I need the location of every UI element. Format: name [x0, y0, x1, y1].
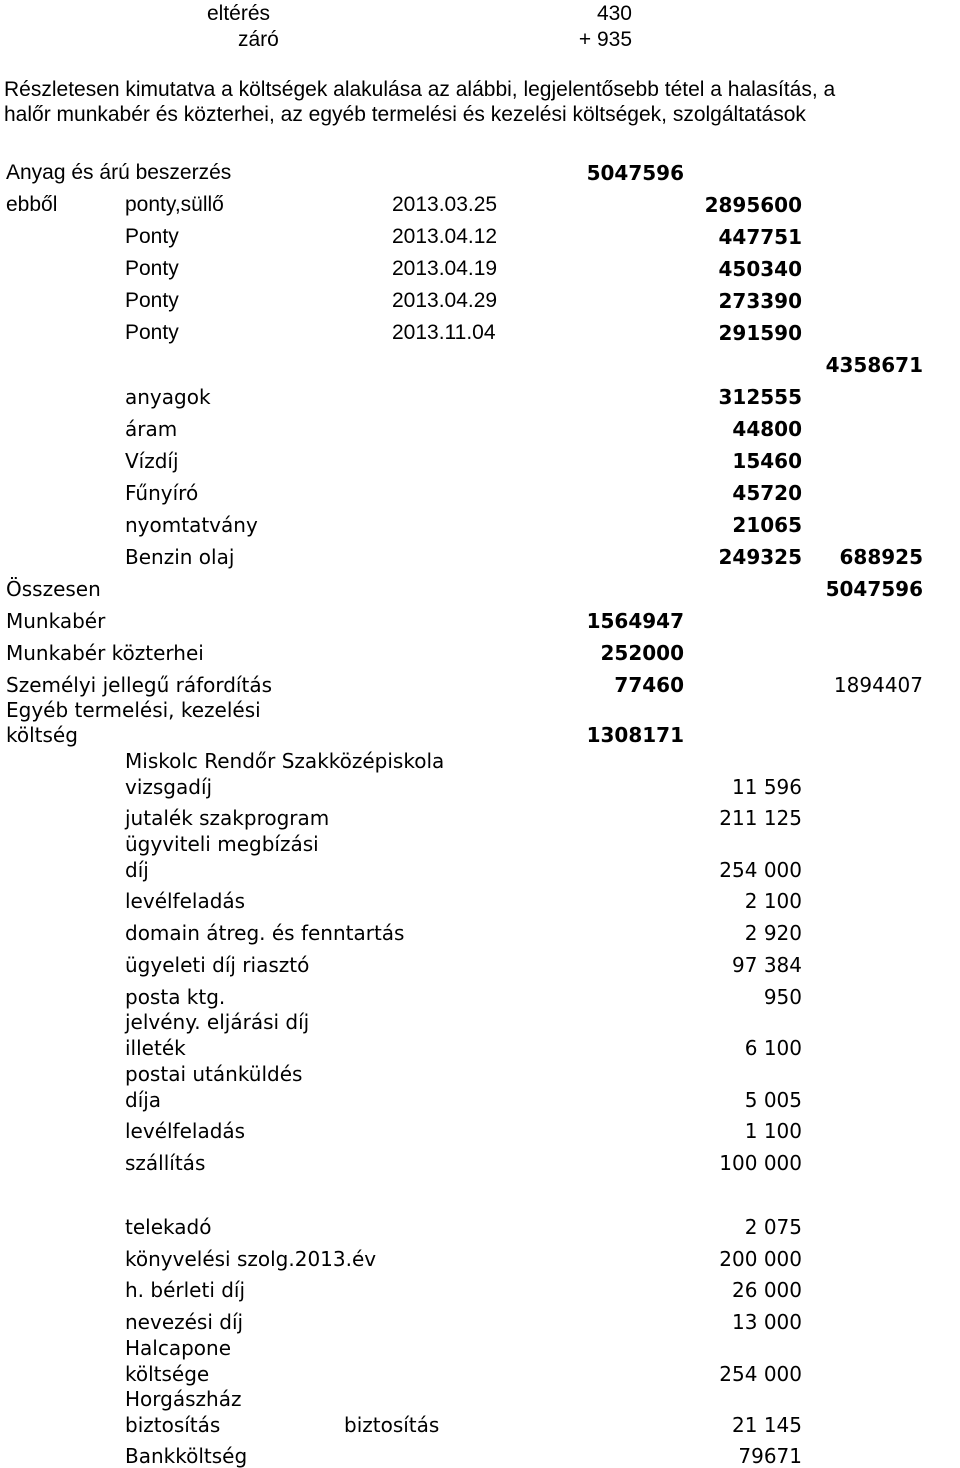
expense-amount: 211 125	[719, 806, 802, 830]
expense-item-line1: h. bérleti díj	[125, 1278, 246, 1302]
expense-amount: 79671	[738, 1444, 802, 1468]
expense-amount: 26 000	[732, 1278, 802, 1302]
expense-amount: 2 100	[744, 889, 802, 913]
purchase-item: Ponty	[125, 225, 179, 248]
elteres-label: eltérés	[207, 2, 271, 25]
expense-item-line1: levélfeladás	[125, 889, 246, 913]
material-item: Vízdíj	[125, 449, 179, 473]
material-item: Fűnyíró	[125, 481, 199, 505]
expense-item-line1: Halcapone	[125, 1336, 232, 1360]
anyag-total: 5047596	[586, 161, 684, 185]
purchase-amount: 2895600	[704, 193, 802, 217]
osszesen-value: 5047596	[825, 577, 923, 601]
purchase-amount: 291590	[718, 321, 802, 345]
expense-item-line2: vizsgadíj	[125, 775, 213, 799]
expense-item-line1: levélfeladás	[125, 1119, 246, 1143]
expense-item-line1: szállítás	[125, 1151, 206, 1175]
munkaber-value: 1564947	[586, 609, 684, 633]
expense-amount: 2 075	[744, 1215, 802, 1239]
expense-amount: 200 000	[719, 1247, 802, 1271]
szemelyi-total: 1894407	[833, 673, 923, 697]
expense-item-line1: Horgászház	[125, 1387, 242, 1411]
expense-amount: 5 005	[744, 1088, 802, 1112]
ebbol-label: ebből	[6, 193, 58, 216]
anyag-label: Anyag és árú beszerzés	[6, 161, 232, 184]
material-amount: 45720	[732, 481, 802, 505]
expense-item-line1: postai utánküldés	[125, 1062, 303, 1086]
purchase-date: 2013.04.19	[392, 257, 498, 280]
munkaber-label: Munkabér	[6, 609, 106, 633]
purchase-amount: 450340	[718, 257, 802, 281]
expense-item-line2: biztosítás	[125, 1413, 221, 1437]
purchase-date: 2013.04.29	[392, 289, 498, 312]
egyeb-label-line1: Egyéb termelési, kezelési	[6, 698, 261, 722]
intro-line-1: Részletesen kimutatva a költségek alakulása az alábbi, legjelentősebb tétel a halasítás, a	[4, 78, 836, 101]
expense-item-line1: domain átreg. és fenntartás	[125, 921, 405, 945]
expense-item-line1: Miskolc Rendőr Szakközépiskola	[125, 749, 445, 773]
expense-amount: 254 000	[719, 858, 802, 882]
purchase-item: Ponty	[125, 289, 179, 312]
expense-amount: 97 384	[732, 953, 802, 977]
expense-item-line1: jutalék szakprogram	[125, 806, 330, 830]
material-item: anyagok	[125, 385, 211, 409]
material-amount: 44800	[732, 417, 802, 441]
expense-amount: 254 000	[719, 1362, 802, 1386]
purchase-date: 2013.03.25	[392, 193, 498, 216]
munkaber-kozterhei-label: Munkabér közterhei	[6, 641, 204, 665]
expense-item-line1: jelvény. eljárási díj	[125, 1010, 310, 1034]
purchases-subtotal: 4358671	[825, 353, 923, 377]
expense-item-line1: posta ktg.	[125, 985, 226, 1009]
munkaber-kozterhei-value: 252000	[600, 641, 684, 665]
elteres-value: 430	[596, 2, 632, 25]
zaro-label: záró	[238, 28, 279, 51]
zaro-value: + 935	[578, 28, 632, 51]
material-item: áram	[125, 417, 178, 441]
expense-item-line2: díja	[125, 1088, 162, 1112]
osszesen-label: Összesen	[6, 577, 101, 601]
expense-amount: 6 100	[744, 1036, 802, 1060]
material-item: nyomtatvány	[125, 513, 258, 537]
expense-item-line1: ügyeleti díj riasztó	[125, 953, 310, 977]
expense-amount: 11 596	[732, 775, 802, 799]
material-amount: 21065	[732, 513, 802, 537]
expense-item-line1: ügyviteli megbízási	[125, 832, 319, 856]
purchase-amount: 447751	[718, 225, 802, 249]
szemelyi-label: Személyi jellegű ráfordítás	[6, 673, 272, 697]
expense-amount: 1 100	[744, 1119, 802, 1143]
expense-amount: 2 920	[744, 921, 802, 945]
purchase-date: 2013.11.04	[392, 321, 496, 344]
expense-amount: 21 145	[732, 1413, 802, 1437]
szemelyi-value: 77460	[614, 673, 684, 697]
expense-item-line2: díj	[125, 858, 149, 882]
material-amount: 312555	[718, 385, 802, 409]
expense-item-extra: biztosítás	[344, 1413, 440, 1437]
purchase-amount: 273390	[718, 289, 802, 313]
expense-item-line1: könyvelési szolg.2013.év	[125, 1247, 377, 1271]
materials-subtotal: 688925	[839, 545, 923, 569]
expense-item-line2: illeték	[125, 1036, 186, 1060]
material-amount: 249325	[718, 545, 802, 569]
egyeb-value: 1308171	[586, 723, 684, 747]
intro-line-2: halőr munkabér és közterhei, az egyéb termelési és kezelési költségek, szolgáltatások	[4, 103, 806, 126]
purchase-item: Ponty	[125, 321, 179, 344]
purchase-item: Ponty	[125, 257, 179, 280]
egyeb-label-line2: költség	[6, 723, 78, 747]
expense-amount: 100 000	[719, 1151, 802, 1175]
material-amount: 15460	[732, 449, 802, 473]
expense-amount: 13 000	[732, 1310, 802, 1334]
material-item: Benzin olaj	[125, 545, 235, 569]
expense-item-line1: Bankköltség	[125, 1444, 248, 1468]
purchase-item: ponty,süllő	[125, 193, 224, 216]
purchase-date: 2013.04.12	[392, 225, 498, 248]
expense-item-line1: telekadó	[125, 1215, 212, 1239]
expense-item-line2: költsége	[125, 1362, 210, 1386]
expense-amount: 950	[763, 985, 802, 1009]
expense-item-line1: nevezési díj	[125, 1310, 244, 1334]
